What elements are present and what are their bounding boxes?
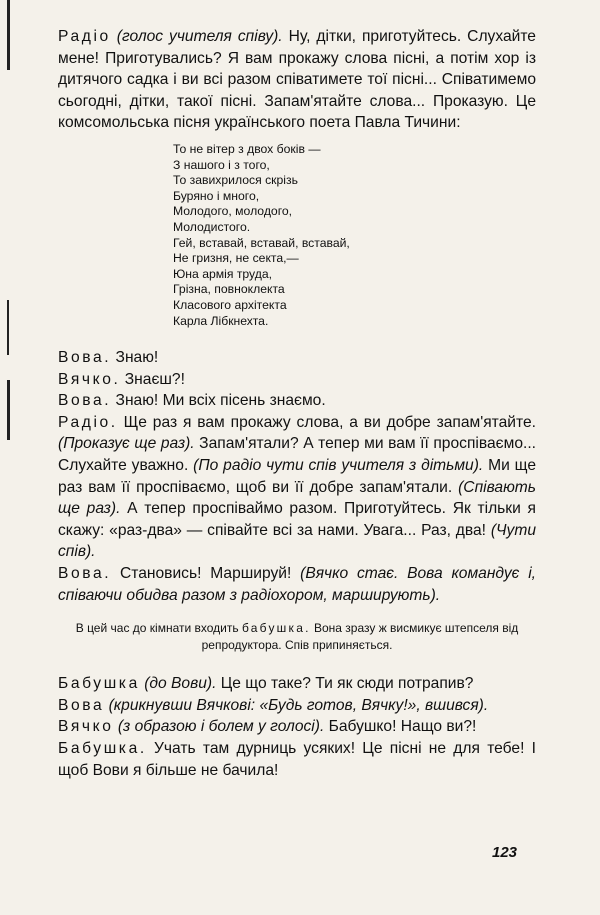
stage-direction: (голос учителя співу). — [116, 28, 283, 45]
character-name: бабушка. — [241, 621, 311, 636]
stage-direction: (По радіо чути спів учителя з дітьми). — [193, 457, 484, 475]
page-text — [58, 26, 536, 781]
speaker-name: Вова. — [58, 565, 112, 583]
page-number: 123 — [492, 844, 518, 861]
scan-edge-mark — [7, 0, 10, 70]
speech-text: Знаю! Ми всіх пісень знаємо. — [115, 392, 326, 410]
remark-text: Вона зразу ж висмикує штепселя від репродуктора. Спів припиняється. — [201, 621, 519, 652]
dialogue-radio-1 — [58, 26, 536, 134]
verse-line: То не вітер з двох боків — — [173, 141, 321, 156]
speech-text: Становись! Маршируй! — [120, 565, 292, 583]
verse-line: Молодого, молодого, — [173, 204, 293, 219]
speech-text: Бабушко! Нащо ви?! — [328, 718, 477, 736]
speaker-name: Вова. — [58, 392, 112, 410]
dialogue-vova-3 — [58, 563, 536, 606]
verse-line: То завихрилося скрізь — [173, 173, 298, 188]
verse-line: Юна армія труда, — [173, 266, 273, 281]
dialogue-vova-2 — [58, 390, 536, 412]
speech-text: Ще раз я вам прокажу слова, а ви добре запам'ятайте. — [123, 413, 536, 431]
scan-edge-mark — [7, 300, 9, 355]
speech-text: Ми ще раз вам її проспіваємо, щоб ви її добре запам'ятали. — [58, 457, 536, 496]
speaker-name: Бабушка. — [58, 740, 147, 757]
dialogue-radio-2 — [58, 412, 536, 563]
verse-line: Буряно і много, — [173, 188, 260, 203]
speech-text: Знаєш?! — [124, 370, 185, 388]
stage-direction: (з образою і болем у голосі). — [117, 718, 325, 736]
speaker-name: Вячко — [58, 718, 114, 736]
stage-direction: (Проказує ще раз). — [58, 435, 195, 453]
verse-line: Карла Лібкнехта. — [173, 313, 269, 328]
speaker-name: Радіо — [58, 28, 111, 45]
dialogue-vova-4 — [58, 695, 536, 717]
stage-direction: (Чути спів). — [58, 521, 536, 561]
dialogue-babushka-2 — [58, 738, 536, 781]
dialogue-vyachko-2 — [58, 716, 536, 738]
song-verse — [173, 142, 536, 329]
speaker-name: Радіо. — [58, 413, 118, 431]
dialogue-vyachko-1 — [58, 369, 536, 391]
speech-text: Знаю! — [115, 349, 159, 367]
verse-line: З нашого і з того, — [173, 157, 270, 172]
dialogue-babushka-1 — [58, 673, 536, 695]
stage-direction: (Вячко стає. Вова командує і, співаючи обидва разом з радіохором, марширують). — [58, 565, 536, 604]
remark-text: В цей час до кімнати входить — [75, 621, 239, 636]
dialogue-vova-1 — [58, 347, 536, 369]
speaker-name: Вова. — [58, 349, 112, 367]
speaker-name: Вячко. — [58, 370, 121, 388]
verse-line: Молодистого. — [173, 219, 251, 234]
stage-direction: (до Вови). — [144, 675, 217, 693]
verse-line: Грізна, повноклекта — [173, 282, 285, 297]
speech-text: А тепер проспіваймо разом. Приготуйтесь. Як тільки я скажу: «раз-два» — співайте всі за нами. Увага... Раз, два! — [58, 500, 536, 539]
speech-text: Учать там дурниць усяких! Це пісні не для тебе! І щоб Вови я більше не бачила! — [58, 740, 536, 779]
stage-remark — [58, 620, 536, 653]
speech-text: Запам'ятали? А тепер ми вам її проспіваємо... Слухайте уважно. — [58, 435, 536, 475]
stage-direction: (крикнувши Вячкові: «Будь готов, Вячку!», вшився). — [108, 696, 489, 714]
scan-edge-mark — [7, 380, 10, 440]
speech-text: Ну, дітки, приготуйтесь. Слухайте мене! Приготувались? Я вам прокажу слова пісні, а потім хор із дитячого садка і ви всі разом співатимете тої пісні... Співатимемо сьогодні, дітки, такої пісні. Запам'ятайте слова... Проказую. Це комсомольська пісня українського поета Павла Тичини: — [58, 28, 536, 132]
verse-line: Не гризня, не секта,— — [173, 251, 299, 266]
verse-line: Гей, вставай, вставай, вставай, — [173, 235, 350, 250]
verse-line: Класового архітекта — [173, 297, 287, 312]
stage-direction: (Співають ще раз). — [58, 478, 536, 518]
speaker-name: Бабушка — [58, 675, 140, 693]
speaker-name: Вова — [58, 696, 105, 714]
speech-text: Це що таке? Ти як сюди потрапив? — [220, 675, 474, 693]
